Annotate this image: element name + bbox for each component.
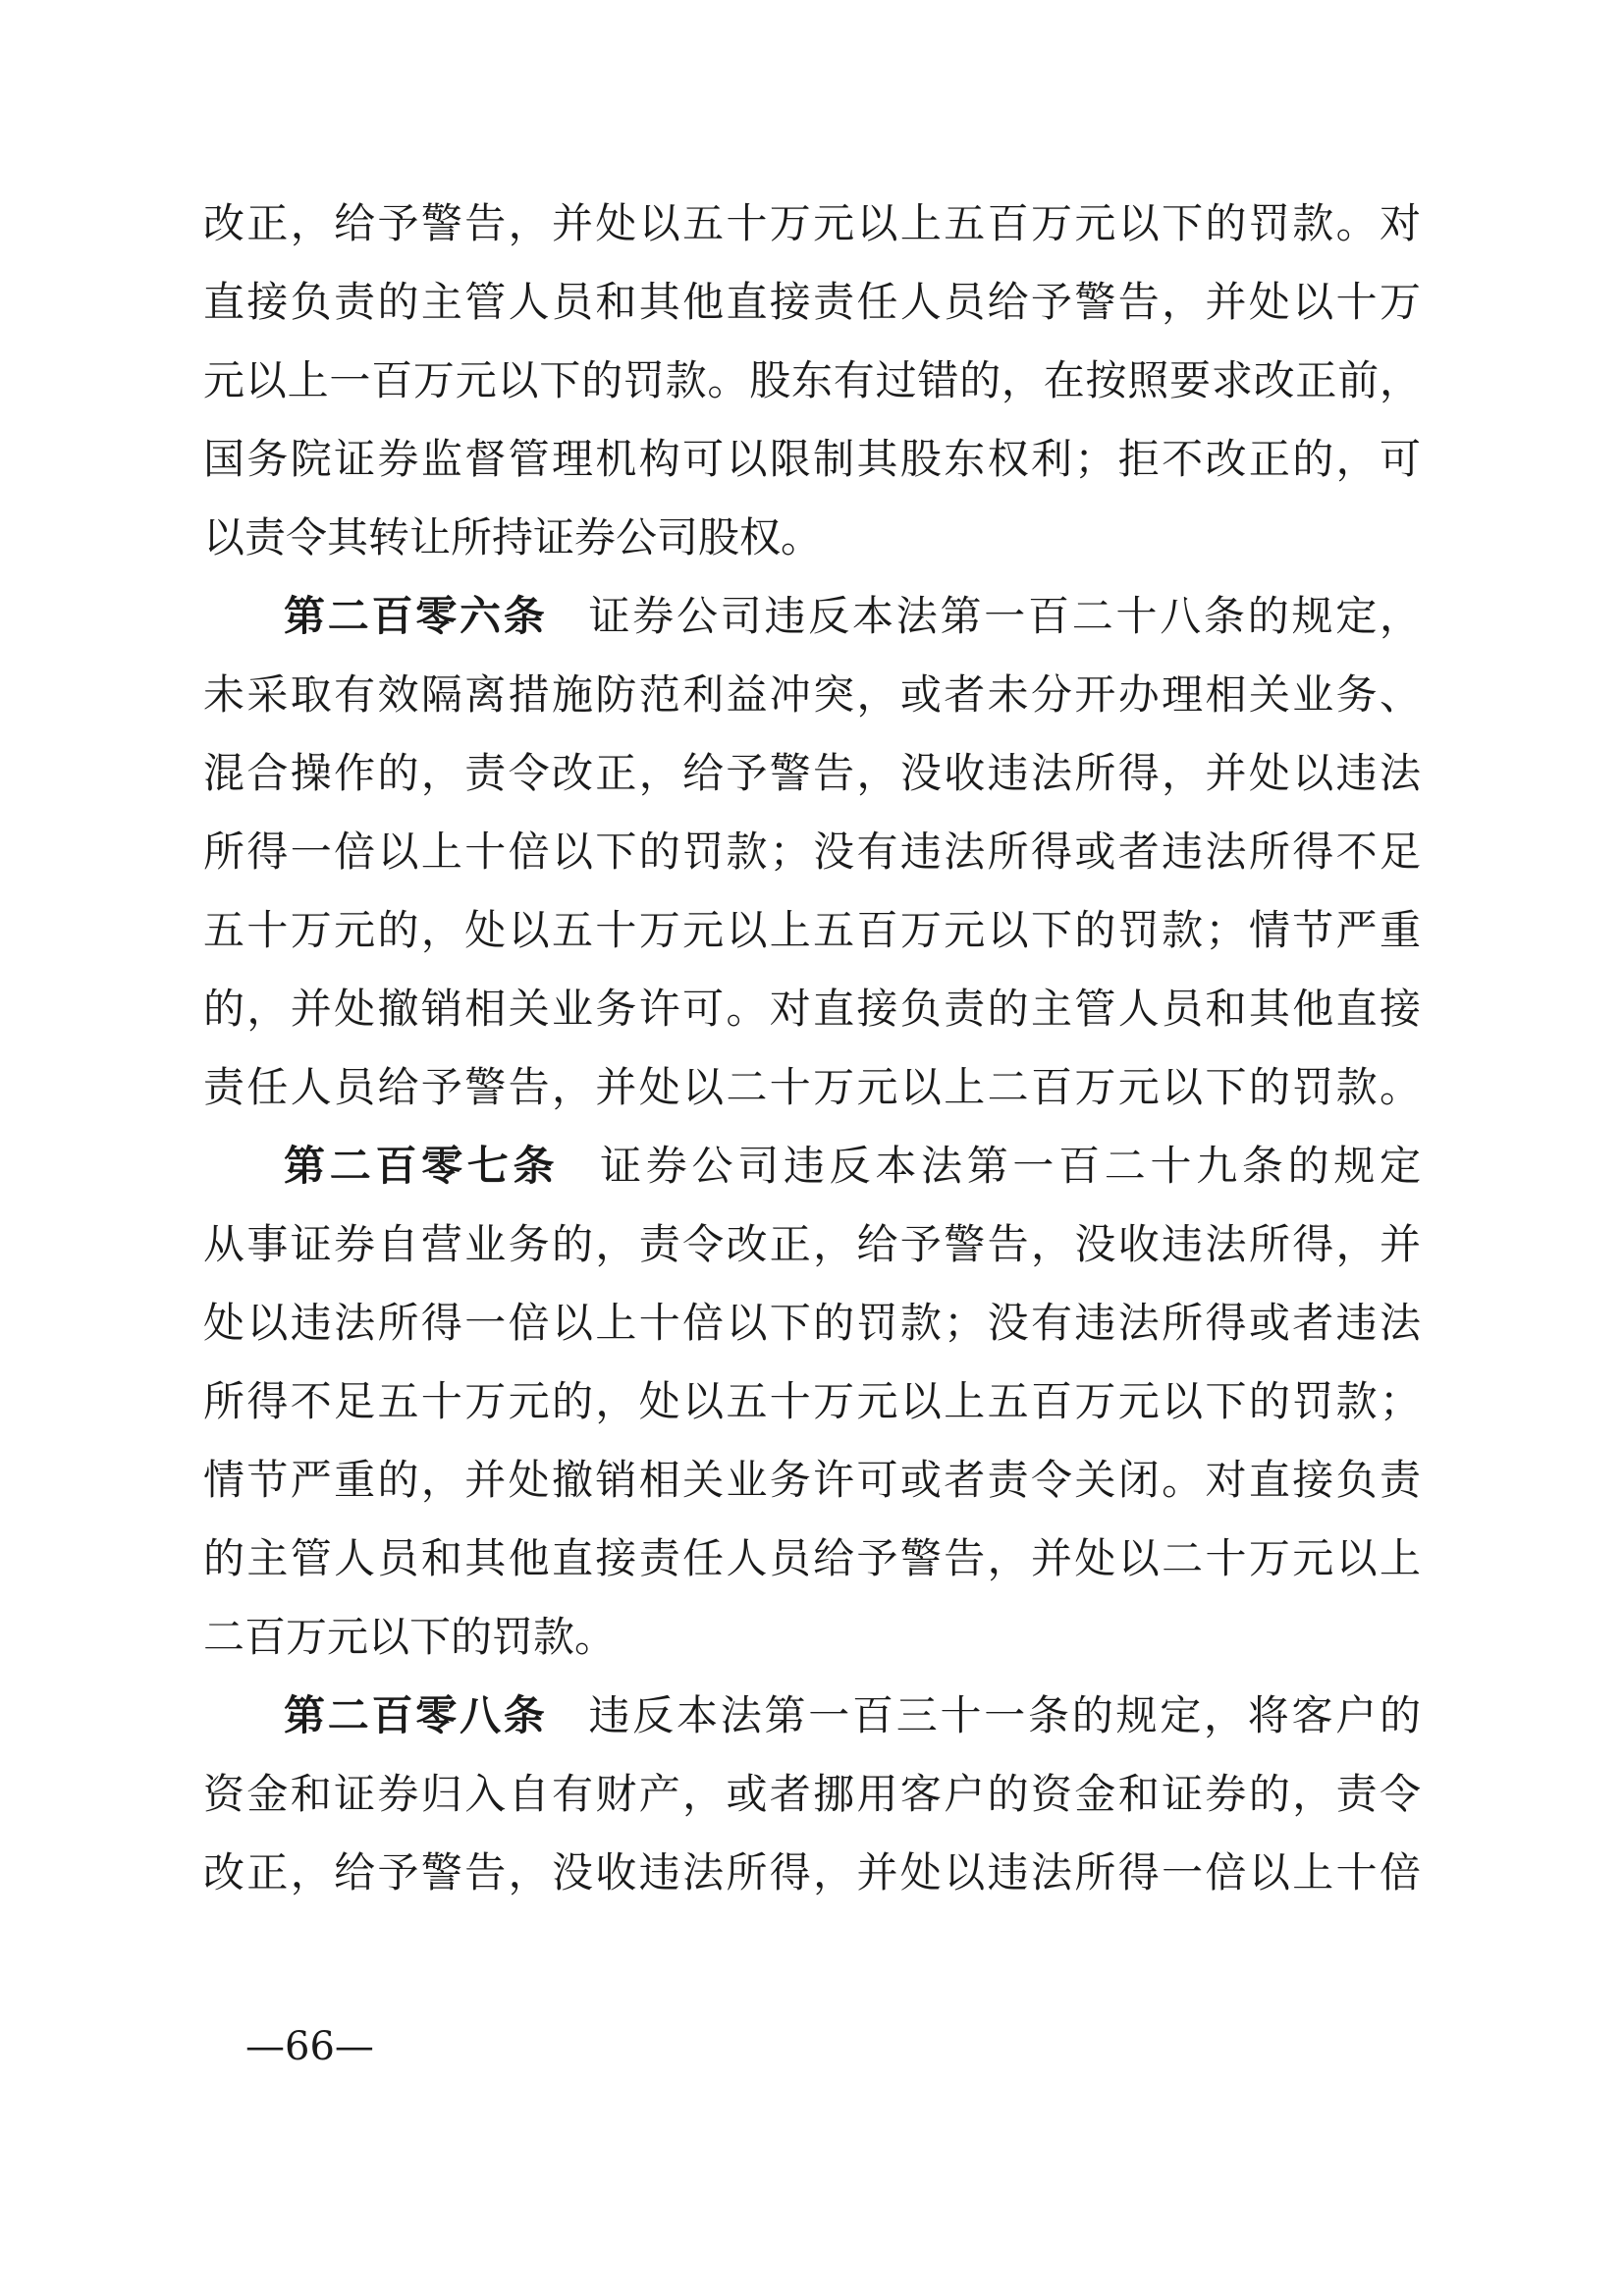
text-line: 以责令其转让所持证券公司股权。	[203, 513, 823, 561]
text-line: 改正，给予警告，没收违法所得，并处以违法所得一倍以上十倍	[203, 1848, 1421, 1896]
article-heading: 第二百零八条	[284, 1691, 548, 1739]
article-text: 证券公司违反本法第一百二十九条的规定	[600, 1142, 1421, 1190]
article-text: 违反本法第一百三十一条的规定，将客户的	[588, 1691, 1421, 1739]
text-line: 从事证券自营业务的，责令改正，给予警告，没收违法所得，并	[203, 1220, 1421, 1268]
article-heading: 第二百零六条	[284, 592, 548, 640]
article-first-line	[284, 577, 1421, 656]
text-line: 元以上一百万元以下的罚款。股东有过错的，在按照要求改正前，	[203, 356, 1421, 404]
text-line: 的，并处撤销相关业务许可。对直接负责的主管人员和其他直接	[203, 985, 1421, 1033]
text-line: 的主管人员和其他直接责任人员给予警告，并处以二十万元以上	[203, 1534, 1421, 1582]
text-line: 资金和证券归入自有财产，或者挪用客户的资金和证券的，责令	[203, 1770, 1421, 1818]
article-first-line	[284, 1127, 1421, 1205]
article-text: 证券公司违反本法第一百二十八条的规定，	[588, 592, 1421, 640]
text-line: 未采取有效隔离措施防范利益冲突，或者未分开办理相关业务、	[203, 670, 1421, 719]
text-line: 责任人员给予警告，并处以二十万元以上二百万元以下的罚款。	[203, 1063, 1421, 1111]
article-first-line	[284, 1677, 1421, 1755]
text-line: 五十万元的，处以五十万元以上五百万元以下的罚款；情节严重	[203, 906, 1421, 954]
text-line: 所得一倍以上十倍以下的罚款；没有违法所得或者违法所得不足	[203, 828, 1421, 876]
text-line: 混合操作的，责令改正，给予警告，没收违法所得，并处以违法	[203, 749, 1421, 797]
text-line: 直接负责的主管人员和其他直接责任人员给予警告，并处以十万	[203, 278, 1421, 326]
page-number: —66—	[245, 2024, 374, 2069]
article-heading: 第二百零七条	[284, 1142, 560, 1190]
text-line: 改正，给予警告，并处以五十万元以上五百万元以下的罚款。对	[203, 199, 1421, 247]
text-line: 处以违法所得一倍以上十倍以下的罚款；没有违法所得或者违法	[203, 1299, 1421, 1347]
text-line: 情节严重的，并处撤销相关业务许可或者责令关闭。对直接负责	[203, 1456, 1421, 1504]
text-line: 所得不足五十万元的，处以五十万元以上五百万元以下的罚款；	[203, 1377, 1421, 1425]
text-line: 二百万元以下的罚款。	[203, 1613, 617, 1661]
text-line: 国务院证券监督管理机构可以限制其股东权利；拒不改正的，可	[203, 435, 1421, 483]
